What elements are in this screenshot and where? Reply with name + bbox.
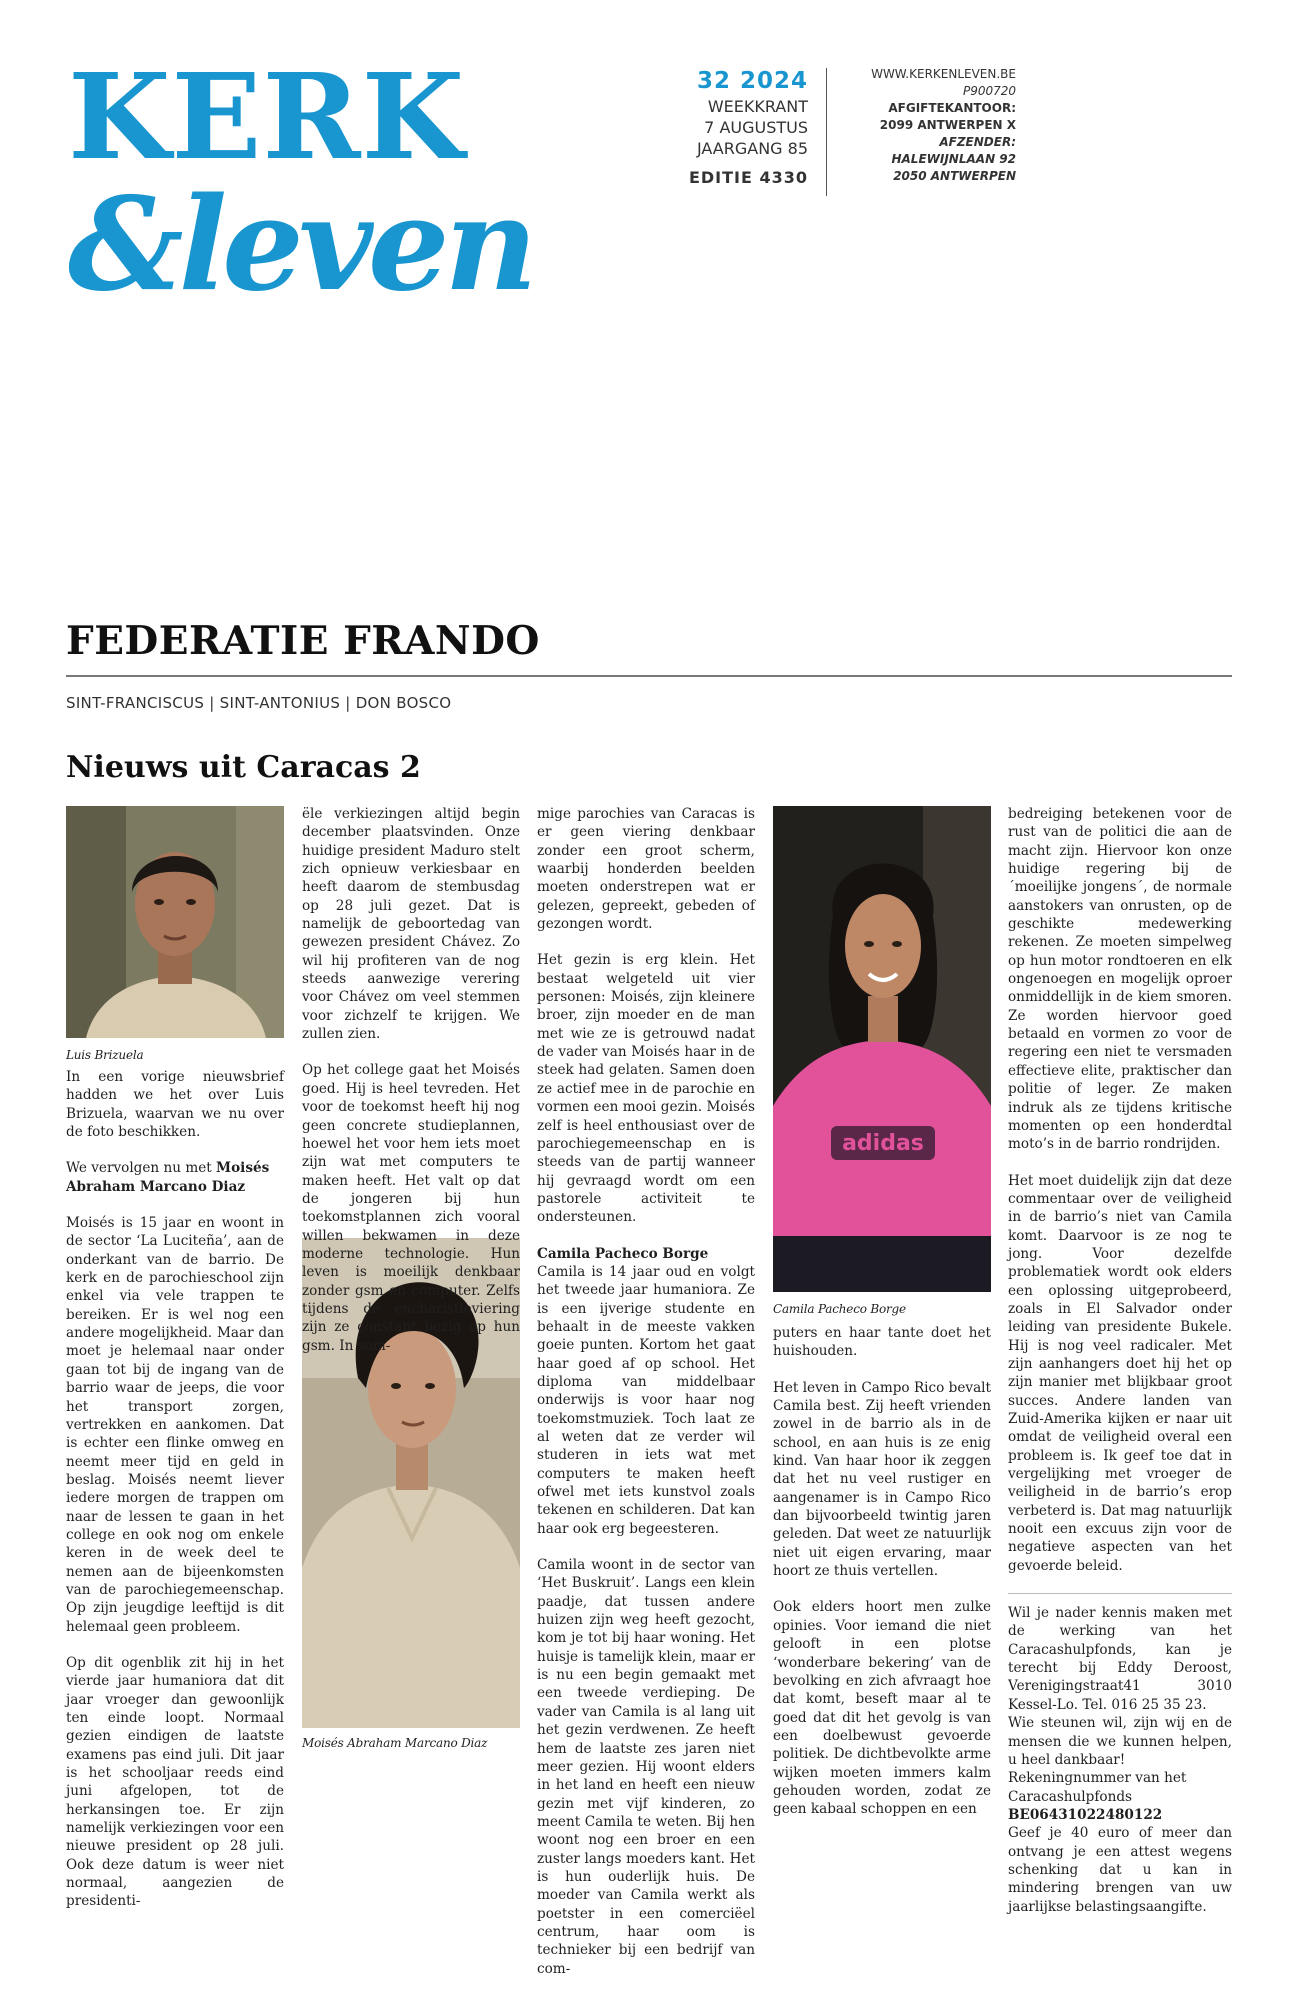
permit-number: P900720	[962, 84, 1016, 98]
account-number: BE06431022480122	[1008, 1806, 1163, 1823]
issue-type: WEEKKRANT	[707, 97, 808, 116]
paragraph: Ook elders hoort men zulke opinies. Voor iemand die niet gelooft in een plotse ‘wonderbare bekering’ van de bevolking en zich afvraagt hoe dat komt, beseft maar al te goed dat dit het gevolg is van een doelbewust gevoerde politiek. De dichtbevolkte arme wijken moeten immers kalm gehouden worden, zodat ze geen kabaal schoppen en een	[773, 1599, 991, 1818]
paragraph: Het leven in Campo Rico bevalt Camila best. Zij heeft vrienden zowel in de barrio als in de school, en aan huis is ze enig kind. Van haar hoor ik zeggen dat het nu veel rustiger en aangenamer is in Campo Rico dan bijvoorbeeld twintig jaren geleden. Dat weet ze natuurlijk niet uit eigen ervaring, maar hoort ze thuis vertellen.	[773, 1379, 991, 1580]
caption-luis-brizuela: Luis Brizuela	[66, 1048, 144, 1062]
sender-label: AFZENDER:	[939, 135, 1016, 149]
article-title: Nieuws uit Caracas 2	[66, 750, 421, 785]
paragraph: Rekeningnummer van het Caracashulpfonds	[1008, 1770, 1187, 1805]
sender-street: HALEWIJNLAAN 92	[891, 152, 1016, 166]
sender-city: 2050 ANTWERPEN	[893, 169, 1016, 183]
caption-camila-pacheco: Camila Pacheco Borge	[773, 1302, 906, 1316]
office-label: AFGIFTEKANTOOR:	[888, 101, 1016, 115]
masthead-divider	[826, 68, 827, 196]
photo-spacer	[773, 805, 991, 1324]
section-title: FEDERATIE FRANDO	[66, 618, 540, 664]
subheading: Camila Pacheco Borge	[537, 1245, 709, 1262]
paragraph: bedreiging betekenen voor de rust van de politici die aan de macht zijn. Hiervoor kon onze huidige regering bij de ´moeilijke jongens´, de normale aanstokers van onrusten, op de geschikte medewerking rekenen. Ze moeten simpelweg op hun motor rondtoeren en elk ongenoegen en mogelijk oproer onmiddellijk in de kiem smoren. Ze worden hiervoor goed betaald en vormen zo voor de regering een niet te versmaden effectieve elite, praktischer dan politie of leger. Ze maken indruk als ze tijdens kritische momenten op een honderdtal moto’s in de barrio rondrijden.	[1008, 806, 1232, 1153]
paragraph: Wil je nader kennis maken met de werking van het Caracashulpfonds, kan je terecht bij Eddy Deroost, Verenigingstraat41 3010 Kessel-Lo. Tel. 016 25 35 23.	[1008, 1605, 1232, 1713]
issue-date: 7 AUGUSTUS	[704, 118, 808, 137]
paragraph: Camila woont in de sector van ‘Het Buskruit’. Langs een klein paadje, dat tussen andere huizen zijn weg heeft gezocht, kom je tot bij haar woning. Het huisje is tamelijk klein, maar er is nu een begin gemaakt met een tweede verdieping. De vader van Camila is al lang uit het gezin verdwenen. Ze heeft hem de laatste zes jaren niet meer gezien. Hij woont elders in het land en heeft een nieuw gezin met vijf kinderen, zo meent Camila te weten. Bij hen woont nog een broer en een zuster langs moeders kant. Het is hun ouderlijk huis. De moeder van Camila werkt als poetster in een comerciëel centrum, haar oom is technieker bij een bedrijf van com-	[537, 1557, 755, 1977]
website: WWW.KERKENLEVEN.BE	[871, 67, 1016, 81]
paragraph: puters en haar tante doet het huishouden.	[773, 1325, 991, 1360]
paragraph: Op het college gaat het Moisés goed. Hij is heel tevreden. Het voor de toekomst heeft hij nog geen concrete studieplannen, hoewel het voor hem iets moet zijn wat met computers te maken heeft. Het valt op dat de jongeren bij hun toekomstplannen zich vooral willen bekwamen in deze moderne technologie. Hun leven is moeilijk denkbaar zonder gsm en computer. Zelfs tijdens de eucharistieviering zijn ze constant bezig op hun gsm. In som-	[302, 1062, 520, 1354]
paragraph	[66, 1159, 284, 1196]
paragraph: Geef je 40 euro of meer dan ontvang je een attest wegens schenking dat u kan in mindering brengen van uw jaarlijkse belastingsaangifte.	[1008, 1825, 1232, 1915]
article-column-3	[537, 805, 755, 1996]
postal-info	[846, 66, 1016, 185]
article-column-2	[302, 805, 520, 1373]
issue-edition: EDITIE 4330	[688, 168, 808, 187]
article-column-1	[66, 805, 284, 1929]
paragraph: mige parochies van Caracas is er geen viering denkbaar zonder een groot scherm, waarbij honderden beelden moeten onderstrepen wat er gelezen, gepreekt, gebeden of gezongen wordt.	[537, 806, 755, 933]
office: 2099 ANTWERPEN X	[879, 118, 1016, 132]
photo-spacer	[66, 805, 284, 1068]
paragraph: Op dit ogenblik zit hij in het vierde jaar humaniora dat dit jaar vroeger dan gewoonlijk ten einde loopt. Normaal gezien eindigen de laatste examens pas eind juli. Dit jaar is het schooljaar reeds eind juni afgelopen, tot de herkansingen toe. Er zijn namelijk verkiezingen voor een nieuwe president op 28 juli. Ook deze datum is weer niet normaal, aangezien de presidenti-	[66, 1654, 284, 1910]
paragraph: In een vorige nieuwsbrief hadden we het over Luis Brizuela, waarvan we nu over de foto beschikken.	[66, 1069, 284, 1141]
caption-moises-marcano: Moisés Abraham Marcano Diaz	[302, 1736, 488, 1750]
issue-volume: JAARGANG 85	[696, 139, 808, 158]
paragraph: ële verkiezingen altijd begin december plaatsvinden. Onze huidige president Maduro stelt zich opnieuw verkiesbaar en heeft daarom de stembusdag op 28 juli gezet. Dat is namelijk de geboortedag van gewezen president Chávez. Zo wil hij profiteren van de nog steeds aanwezige verering voor Chávez om veel stemmen voor zichzelf te krijgen. We zullen zien.	[302, 806, 520, 1043]
paragraph: Wie steunen wil, zijn wij en de mensen die we kunnen helpen, u heel dankbaar!	[1008, 1715, 1232, 1768]
paragraph: Het moet duidelijk zijn dat deze commentaar over de veiligheid in de barrio’s niet van Camila komt. Daarvoor is ze nog te jong. Voor dezelfde problematiek wordt ook elders een oplossing uitgeprobeerd, zoals in El Salvador onder leiding van presidente Bukele. Hij is nog veel radicaler. Met zijn aanhangers doet hij het op zijn manier met blijkbaar groot succes. Andere landen van Zuid-Amerika kijken er naar uit omdat de veiligheid overal een probleem is. Ik geef toe dat in vergelijking met vroeger de veiligheid in de barrio’s erop verbeterd is. Dat mag natuurlijk nooit een excuus zijn voor de negatieve aspecten van het gevoerde beleid.	[1008, 1172, 1232, 1574]
section-rule	[66, 675, 1232, 677]
kerk-en-leven-logo	[68, 47, 588, 320]
paragraph: Camila is 14 jaar oud en volgt het tweede jaar humaniora. Ze is een ijverige studente en behaalt in de meeste vakken goeie punten. Kortom het gaat haar goed af op school. Het diploma van middelbaar onderwijs is voor haar nog toekomstmuziek. Toch laat ze al weten dat ze verder wil studeren in iets wat met computers te maken heeft ofwel met iets kunstvol zoals tekenen en schilderen. Dat kan haar ook erg begeesteren.	[537, 1263, 755, 1537]
person-name: Moisés Abraham Marcano Diaz	[66, 1160, 270, 1195]
logo-line-kerk: KERK	[68, 47, 466, 186]
paragraph-intro: We vervolgen nu met	[66, 1160, 217, 1177]
divider	[1008, 1593, 1232, 1594]
logo-line-leven: &leven	[68, 170, 533, 320]
issue-number: 32 2024	[696, 68, 808, 94]
paragraph: Het gezin is erg klein. Het bestaat welgeteld uit vier personen: Moisés, zijn kleinere broer, zijn moeder en de man met wie ze is getrouwd nadat de vader van Moisés haar in de steek had gelaten. Samen doen ze actief mee in de parochie en vormen een mooi gezin. Moisés zelf is heel enthousiast over de parochiegemeenschap en is steeds van de partij wanneer hij gevraagd wordt om een pastorele activiteit te ondersteunen.	[537, 952, 755, 1226]
article-column-4	[773, 805, 991, 1837]
paragraph: Moisés is 15 jaar en woont in de sector ‘La Luciteña’, aan de onderkant van de barrio. De kerk en de parochieschool zijn enkel via vele trappen te bereiken. Er is wel nog een andere mogelijkheid. Maar dan moet je helemaal naar onder gaan tot bij de ingang van de barrio waar de jeeps, die voor het transport zorgen, vertrekken en aankomen. Dat is echter een flinke omweg en neemt meer tijd en geld in beslag. Moisés neemt liever iedere morgen de trappen om naar de lessen te gaan in het college en ook nog om enkele keren in de week deel te nemen aan de bijeenkomsten van de parochiegemeenschap. Op zijn jeugdige leeftijd is dit helemaal geen probleem.	[66, 1215, 284, 1635]
article-column-5	[1008, 805, 1232, 1916]
svg-text:adidas: adidas	[842, 1131, 924, 1156]
issue-info	[660, 66, 808, 188]
parish-list: SINT-FRANCISCUS | SINT-ANTONIUS | DON BOSCO	[66, 694, 452, 712]
